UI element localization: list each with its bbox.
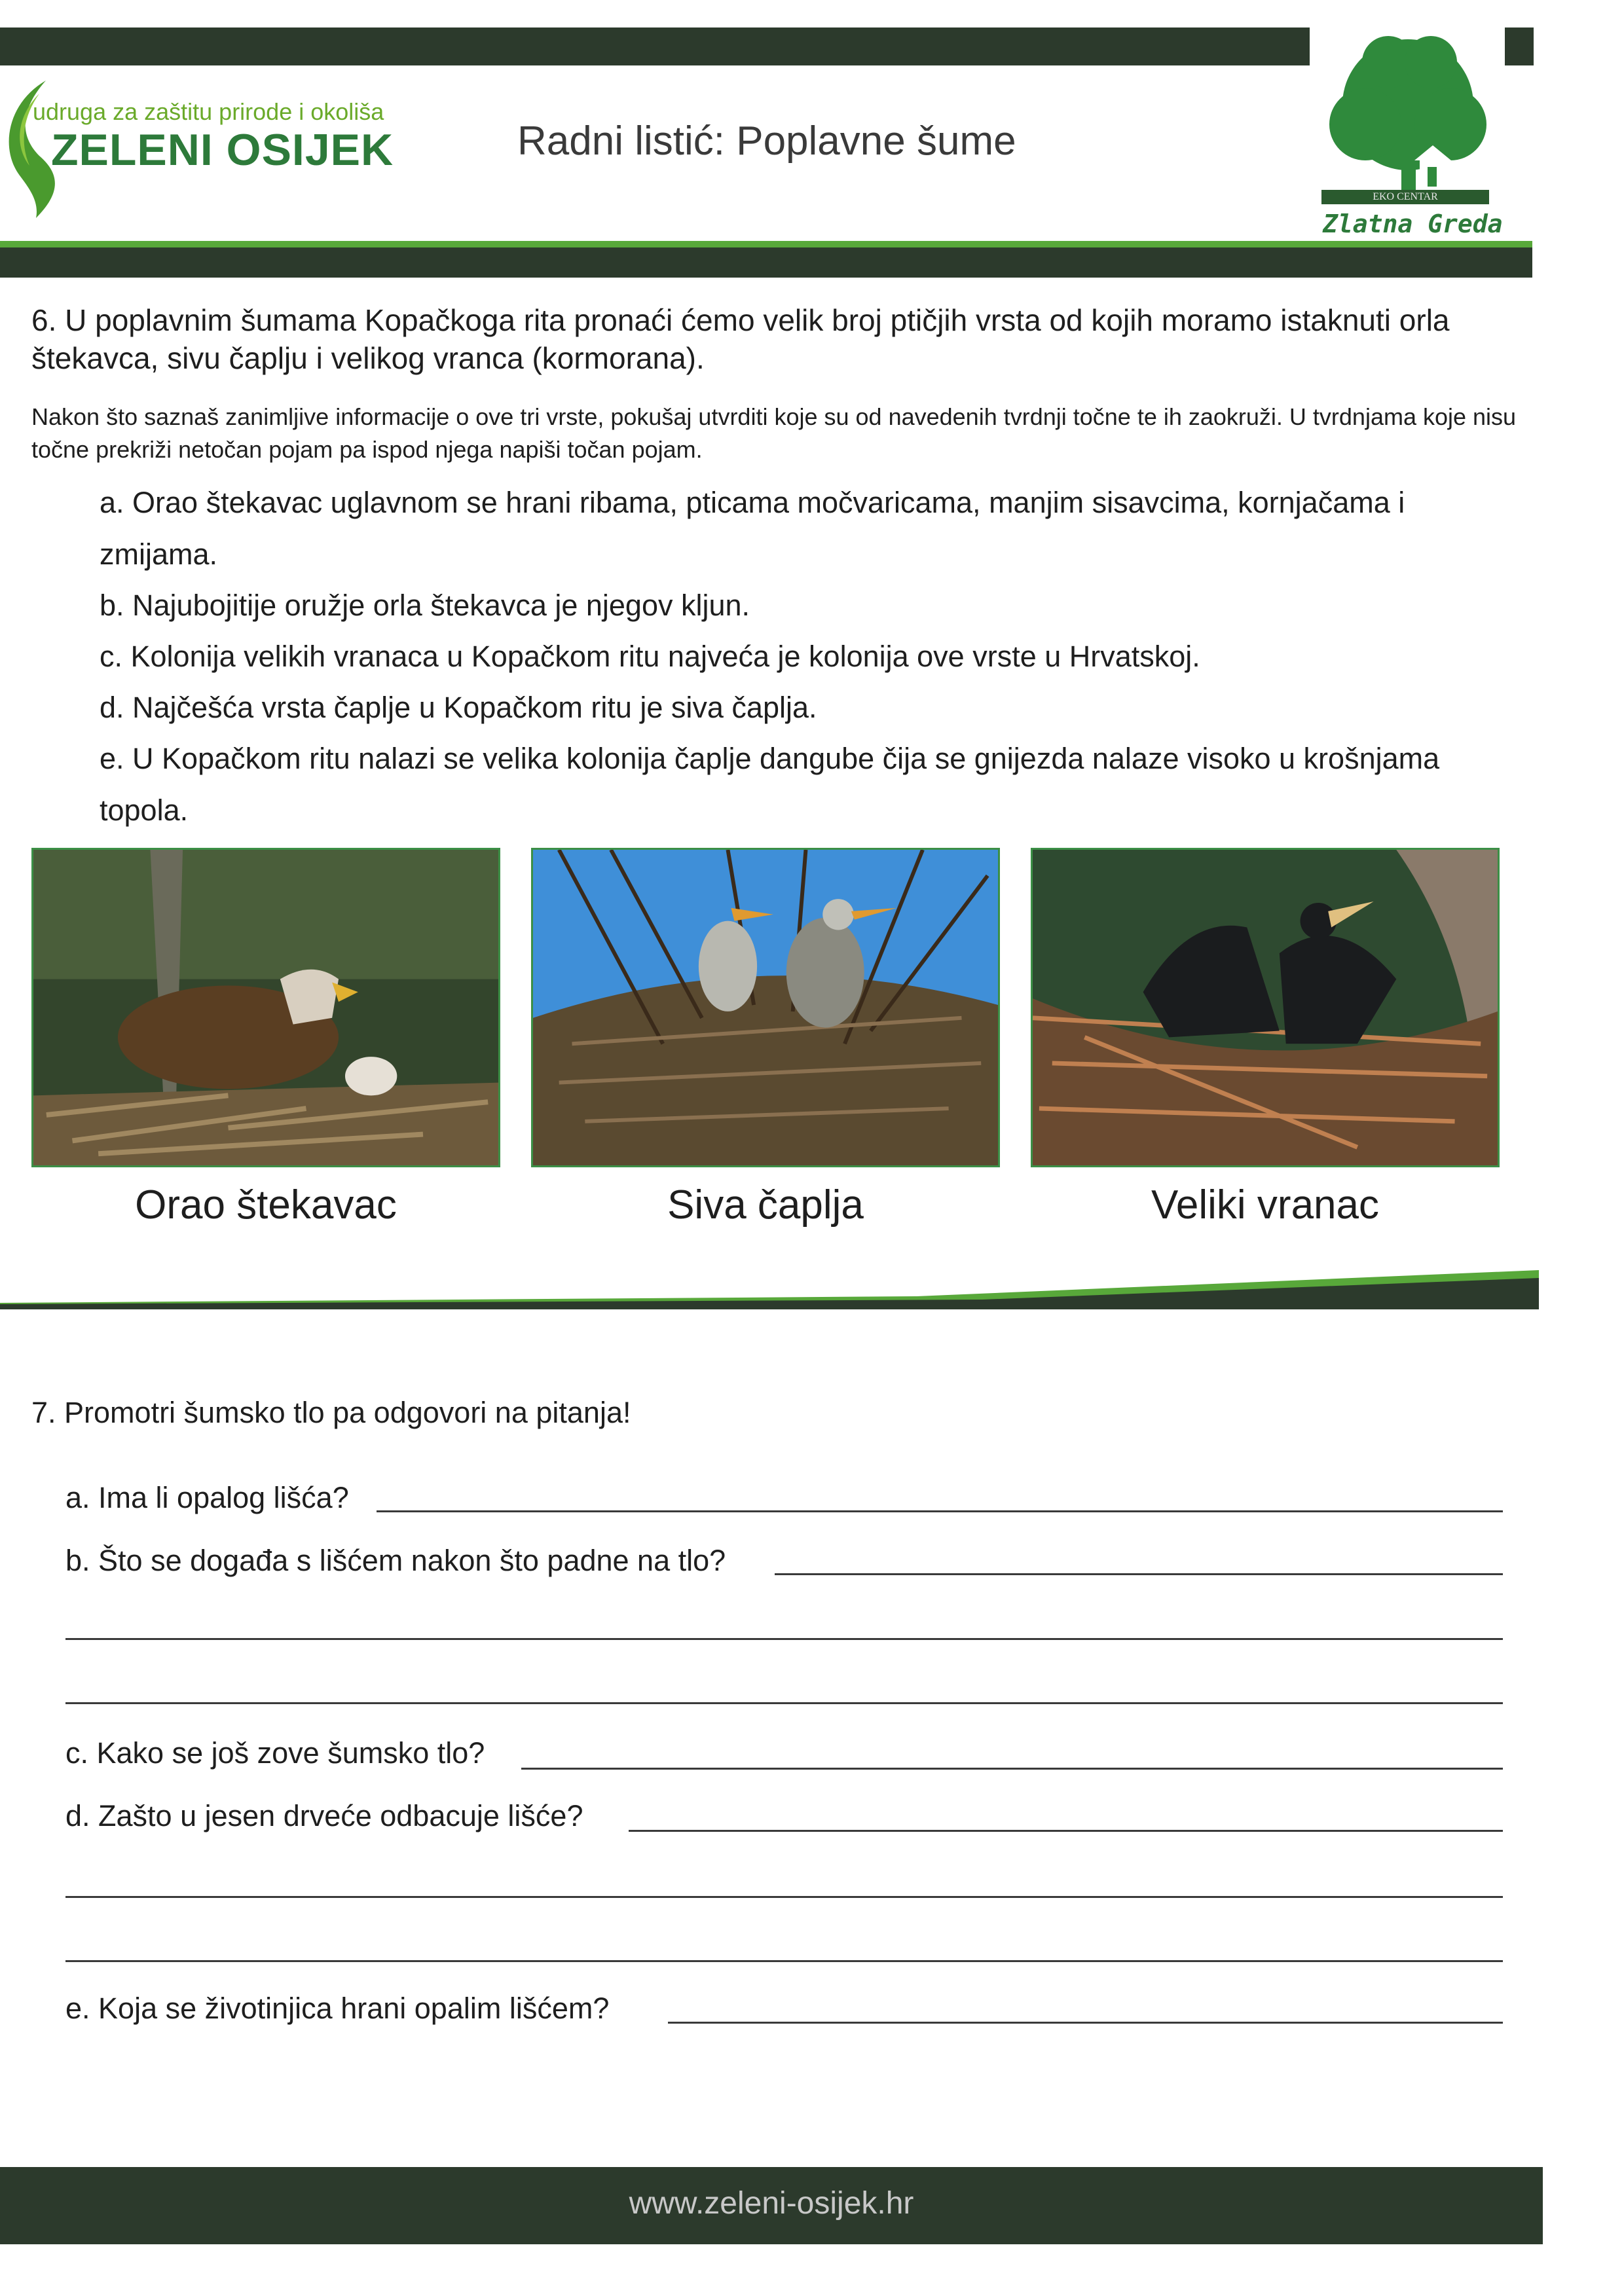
section-divider [0, 1264, 1539, 1309]
answer-line-e[interactable] [668, 2022, 1503, 2024]
org-name: ZELENI OSIJEK [51, 125, 394, 175]
q6-instruction: Nakon što saznaš zanimljive informacije o ove tri vrste, pokušaj utvrditi koje su od navedenih tvrdnji točne te ih zaokruži. U tvrdnjama koje nisu točne prekriži netočan pojam pa ispod njega napiši točan pojam. [31, 403, 1517, 463]
q6-item-b: b. Najubojitije oružje orla štekavca je njegov kljun. [100, 589, 750, 622]
q6-heading: 6. U poplavnim šumama Kopačkoga rita pronaći ćemo velik broj ptičjih vrsta od kojih moramo istaknuti orla štekavca, sivu čaplju i velikog vranca (kormorana). [31, 303, 1450, 375]
q6-item-e: e. U Kopačkom ritu nalazi se velika kolonija čaplje dangube čija se gnijezda nalaze visoko u krošnjama topola. [100, 742, 1440, 827]
q7-question-e: e. Koja se životinjica hrani opalim lišćem? [65, 1992, 610, 2025]
header-corner-block [1505, 27, 1534, 65]
answer-line-d3[interactable] [65, 1960, 1503, 1962]
q7-question-a: a. Ima li opalog lišća? [65, 1481, 349, 1514]
q6-item-a: a. Orao štekavac uglavnom se hrani ribama, pticama močvaricama, manjim sisavcima, kornjačama i zmijama. [100, 486, 1405, 571]
cormorant-photo [1031, 848, 1500, 1167]
answer-line-d2[interactable] [65, 1896, 1503, 1898]
q6-item-d: d. Najčešća vrsta čaplje u Kopačkom ritu je siva čaplja. [100, 691, 817, 724]
answer-line-b1[interactable] [775, 1573, 1503, 1575]
footer-url-link[interactable]: www.zeleni-osijek.hr [629, 2186, 914, 2221]
heron-photo [531, 848, 1000, 1167]
q7-heading: 7. Promotri šumsko tlo pa odgovori na pitanja! [31, 1396, 631, 1429]
caption-heron: Siva čaplja [667, 1182, 864, 1228]
eko-centar-name: Zlatna Greda [1323, 210, 1503, 238]
q7-question-d: d. Zašto u jesen drveće odbacuje lišće? [65, 1799, 583, 1832]
org-subtitle: udruga za zaštitu prirode i okoliša [33, 98, 384, 125]
q7-question-b: b. Što se događa s lišćem nakon što padne na tlo? [65, 1544, 726, 1577]
header-top-bar [0, 27, 1310, 65]
page-title: Radni listić: Poplavne šume [517, 118, 1016, 164]
caption-eagle: Orao štekavac [135, 1182, 397, 1228]
answer-line-a[interactable] [377, 1510, 1503, 1512]
caption-cormorant: Veliki vranac [1151, 1182, 1380, 1228]
header-bottom-band [0, 247, 1532, 278]
header-accent-line [0, 241, 1532, 247]
q6-item-c: c. Kolonija velikih vranaca u Kopačkom ritu najveća je kolonija ove vrste u Hrvatskoj. [100, 640, 1200, 673]
answer-line-d1[interactable] [629, 1830, 1503, 1832]
q7-question-c: c. Kako se još zove šumsko tlo? [65, 1736, 485, 1770]
answer-line-b2[interactable] [65, 1638, 1503, 1640]
eko-centar-label: EKO CENTAR [1321, 190, 1489, 204]
answer-line-b3[interactable] [65, 1702, 1503, 1704]
eagle-photo [31, 848, 500, 1167]
answer-line-c[interactable] [521, 1768, 1503, 1770]
